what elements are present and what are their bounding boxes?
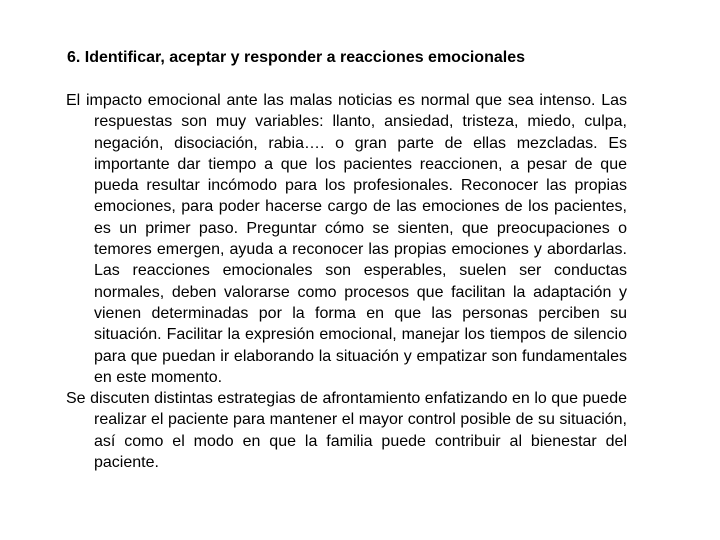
section-title: 6. Identificar, aceptar y responder a reacciones emocionales: [67, 49, 525, 66]
body-text: [66, 90, 627, 473]
paragraph-emotional-impact: El impacto emocional ante las malas noticias es normal que sea intenso. Las respuestas son muy variables: llanto, ansiedad, tristeza, miedo, culpa, negación, disociación, rabia…. o gran parte de ellas mezcladas. Es importante dar tiempo a que los pacientes reaccionen, a pesar de que pueda resultar incómodo para los profesionales. Reconocer las propias emociones, para poder hacerse cargo de las emociones de los pacientes, es un primer paso. Preguntar cómo se sienten, que preocupaciones o temores emergen, ayuda a reconocer las propias emociones y abordarlas. Las reacciones emocionales son esperables, suelen ser conductas normales, deben valorarse como procesos que facilitan la adaptación y vienen determinadas por la forma en que las personas perciben su situación. Facilitar la expresión emocional, manejar los tiempos de silencio para que puedan ir elaborando la situación y empatizar son fundamentales en este momento.: [66, 92, 627, 386]
paragraph-coping-strategies: Se discuten distintas estrategias de afrontamiento enfatizando en lo que puede realizar el paciente para mantener el mayor control posible de su situación, así como el modo en que la familia puede contribuir al bienestar del paciente.: [66, 390, 627, 472]
